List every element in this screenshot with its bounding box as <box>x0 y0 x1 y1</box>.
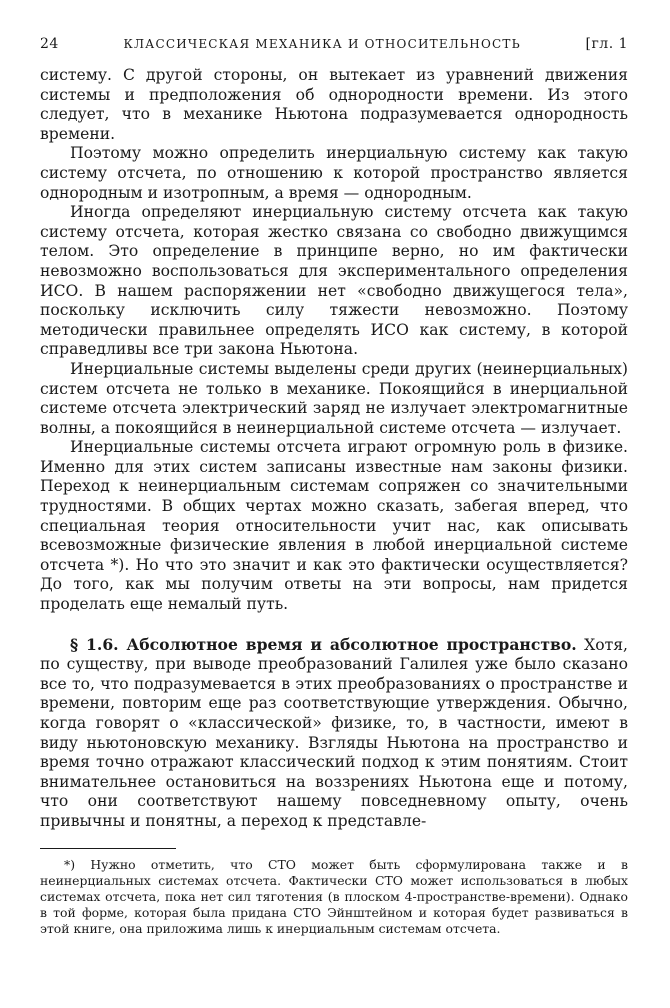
footnote <box>40 857 628 937</box>
book-page <box>40 36 628 937</box>
section-text: Хотя, по существу, при выводе преобразований Галилея уже было сказано все то, что подразумевается в этих преобразованиях о пространстве и времени, повторим еще раз соответствующие утверждения. Обычно, когда говорят о «классической» физике, то, в частности, имеют в виду ньютоновскую механику. Взгляды Ньютона на пространство и время точно отражают классический подход к этим понятиям. Стоит внимательнее остановиться на воззрениях Ньютона еще и потому, что они соответствуют нашему повседневному опыту, очень привычны и понятны, а переход к представле- <box>40 635 629 830</box>
running-title: КЛАССИЧЕСКАЯ МЕХАНИКА И ОТНОСИТЕЛЬНОСТЬ <box>123 37 521 51</box>
paragraph: Иногда определяют инерциальную систему отсчета как такую систему отсчета, которая жестко связана со свободно движущимся телом. Это определение в принципе верно, но им фактически невозможно воспользоваться для экспериментального определения ИСО. В нашем распоряжении нет «свободно движущегося тела», поскольку исключить силу тяжести невозможно. Поэтому методически правильнее определять ИСО как систему, в которой справедливы все три закона Ньютона. <box>40 203 628 359</box>
footnote-divider <box>40 848 176 849</box>
paragraph: Поэтому можно определить инерциальную систему как такую систему отсчета, по отношению к которой пространство является однородным и изотропным, а время — однородным. <box>40 144 628 202</box>
section-heading: § 1.6. Абсолютное время и абсолютное пространство. <box>70 634 577 654</box>
footnote-text: *) Нужно отметить, что СТО может быть сформулирована также и в неинерциальных системах отсчета. Фактически СТО может использоваться в любых системах отсчета, пока нет сил тяготения (в плоском 4-пространстве-времени). Однако в той форме, которая была придана СТО Эйнштейном и которая будет развиваться в этой книге, она приложима лишь к инерциальным системам отсчета. <box>40 856 628 936</box>
paragraph: Инерциальные системы отсчета играют огромную роль в физике. Именно для этих систем записаны известные нам законы физики. Переход к неинерциальным системам сопряжен со значительными трудностями. В общих чертах можно сказать, забегая вперед, что специальная теория относительности учит нас, как описывать всевозможные физические явления в любой инерциальной системе отсчета *). Но что это значит и как это фактически осуществляется? До того, как мы получим ответы на эти вопросы, нам придется проделать еще немалый путь. <box>40 438 628 614</box>
chapter-label: [гл. 1 <box>585 36 628 52</box>
paragraph: Инерциальные системы выделены среди других (неинерциальных) систем отсчета не только в механике. Покоящийся в инерциальной системе отсчета электрический заряд не излучает электромагнитные волны, а покоящийся в неинерциальной системе отсчета — излучает. <box>40 359 628 437</box>
paragraph: систему. С другой стороны, он вытекает из уравнений движения системы и предположения об однородности времени. Из этого следует, что в механике Ньютона подразумевается однородность времени. <box>40 66 628 143</box>
running-header <box>40 36 628 52</box>
section-paragraph <box>40 635 628 832</box>
section-spacer <box>40 615 628 635</box>
page-number: 24 <box>40 36 59 52</box>
main-text <box>40 66 628 832</box>
